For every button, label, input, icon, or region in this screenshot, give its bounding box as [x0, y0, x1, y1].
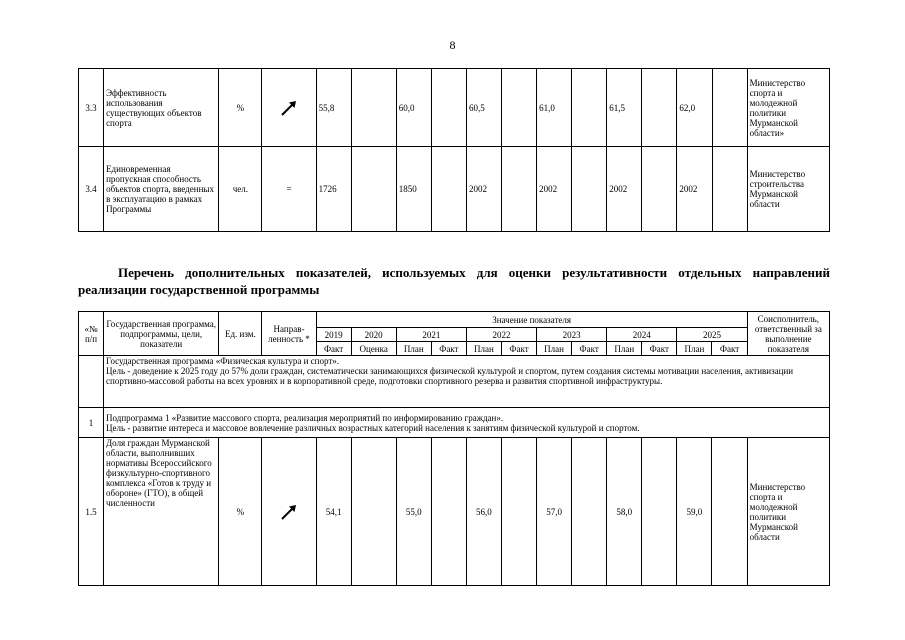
- header-sub: Факт: [316, 342, 351, 356]
- page-number: 8: [449, 38, 456, 52]
- header-year: 2019: [316, 328, 351, 342]
- header-year: 2023: [537, 328, 607, 342]
- unit: %: [219, 69, 262, 147]
- header-sub: Оценка: [351, 342, 396, 356]
- value-cell: 58,0: [607, 438, 642, 586]
- value-cell: [572, 147, 607, 232]
- value-cell: 62,0: [677, 69, 712, 147]
- subprogram-title: Подпрограмма 1 «Развитие массового спорта, реализация мероприятий по информированию граждан».: [106, 412, 504, 423]
- header-responsible: Соисполнитель, ответственный за выполнение показателя: [747, 312, 829, 356]
- value-cell: 61,0: [537, 69, 572, 147]
- header-num: «№ п/п: [79, 312, 104, 356]
- header-sub: План: [677, 342, 712, 356]
- indicators-table-continued: [78, 68, 830, 232]
- header-sub: Факт: [431, 342, 466, 356]
- value-cell: [431, 438, 466, 586]
- row-number: 3.3: [79, 69, 104, 147]
- header-year: 2024: [607, 328, 677, 342]
- indicator-name: Единовременная пропускная способность объектов спорта, введенных в эксплуатацию в рамках Программы: [104, 147, 219, 232]
- row-number: 3.4: [79, 147, 104, 232]
- table-row: [79, 438, 830, 586]
- empty-cell: [79, 356, 104, 408]
- value-cell: 54,1: [316, 438, 351, 586]
- header-sub: Факт: [501, 342, 536, 356]
- header-year: 2022: [466, 328, 536, 342]
- value-cell: 59,0: [677, 438, 712, 586]
- unit: чел.: [219, 147, 262, 232]
- value-cell: 2002: [466, 147, 501, 232]
- value-cell: [502, 147, 537, 232]
- value-cell: 2002: [537, 147, 572, 232]
- direction-cell: =: [262, 147, 316, 232]
- header-direction: Направ-ленность *: [262, 312, 316, 356]
- header-sub: Факт: [712, 342, 747, 356]
- header-year: 2020: [351, 328, 396, 342]
- value-cell: 2002: [607, 147, 642, 232]
- value-cell: 1850: [396, 147, 431, 232]
- arrow-up-right-icon: [279, 503, 299, 521]
- value-cell: [351, 438, 396, 586]
- value-cell: [431, 147, 466, 232]
- subprogram-description: [104, 408, 830, 438]
- arrow-up-right-icon: [279, 99, 299, 117]
- value-cell: [712, 69, 747, 147]
- value-cell: [502, 69, 537, 147]
- value-cell: 1726: [316, 147, 351, 232]
- header-sub: План: [607, 342, 642, 356]
- value-cell: 60,5: [466, 69, 501, 147]
- program-description: [104, 356, 830, 408]
- responsible-cell: Министерство спорта и молодежной политики Мурманской области: [747, 438, 829, 586]
- value-cell: [501, 438, 536, 586]
- header-sub: План: [396, 342, 431, 356]
- subprogram-number: 1: [79, 408, 104, 438]
- header-value-group: Значение показателя: [316, 312, 747, 328]
- header-sub: План: [466, 342, 501, 356]
- value-cell: 55,0: [396, 438, 431, 586]
- responsible-cell: Министерство спорта и молодежной политики Мурманской области»: [747, 69, 829, 147]
- header-row: [79, 312, 830, 328]
- header-name: Государственная программа, подпрограммы, цели, показатели: [104, 312, 219, 356]
- value-cell: [572, 69, 607, 147]
- unit: %: [219, 438, 262, 586]
- table-row: [79, 147, 830, 232]
- program-goal: Цель - доведение к 2025 году до 57% доли граждан, систематически занимающихся физической культурой и спортом, путем создания системы мотивации населения, активизации спортивно-массовой работы на всех уровнях и в корпоративной среде, подготовки спортивного резерва и развития спортивной инфраструктуры.: [106, 366, 794, 386]
- value-cell: 56,0: [466, 438, 501, 586]
- header-sub: Факт: [572, 342, 607, 356]
- value-cell: [351, 69, 396, 147]
- program-title: Государственная программа «Физическая культура и спорт».: [106, 356, 340, 366]
- section-heading: [78, 264, 830, 298]
- direction-cell: [262, 438, 316, 586]
- value-cell: 57,0: [537, 438, 572, 586]
- value-cell: 60,0: [396, 69, 431, 147]
- subprogram-row: [79, 408, 830, 438]
- indicator-name: Доля граждан Мурманской области, выполнивших нормативы Всероссийского физкультурно-спортивного комплекса «Готов к труду и обороне» (ГТО), в общей численности: [104, 438, 219, 586]
- value-cell: [712, 147, 747, 232]
- header-year: 2021: [396, 328, 466, 342]
- value-cell: [642, 69, 677, 147]
- direction-cell: [262, 69, 316, 147]
- indicator-name: Эффективность использования существующих объектов спорта: [104, 69, 219, 147]
- value-cell: [642, 147, 677, 232]
- value-cell: [642, 438, 677, 586]
- value-cell: [712, 438, 747, 586]
- header-sub: План: [537, 342, 572, 356]
- value-cell: 55,8: [316, 69, 351, 147]
- responsible-cell: Министерство строительства Мурманской области: [747, 147, 829, 232]
- value-cell: [431, 69, 466, 147]
- header-sub: Факт: [642, 342, 677, 356]
- value-cell: [351, 147, 396, 232]
- section-heading-text: Перечень дополнительных показателей, используемых для оценки результативности отдельных направлений реализации государственной программы: [78, 265, 830, 297]
- value-cell: 61,5: [607, 69, 642, 147]
- additional-indicators-table: [78, 311, 830, 586]
- subprogram-goal: Цель - развитие интереса и массовое вовлечение различных возрастных категорий населения к занятиям физической культурой и спортом.: [106, 422, 640, 433]
- value-cell: 2002: [677, 147, 712, 232]
- table-row: [79, 69, 830, 147]
- header-unit: Ед. изм.: [219, 312, 262, 356]
- header-year: 2025: [677, 328, 747, 342]
- program-row: [79, 356, 830, 408]
- value-cell: [572, 438, 607, 586]
- row-number: 1.5: [79, 438, 104, 586]
